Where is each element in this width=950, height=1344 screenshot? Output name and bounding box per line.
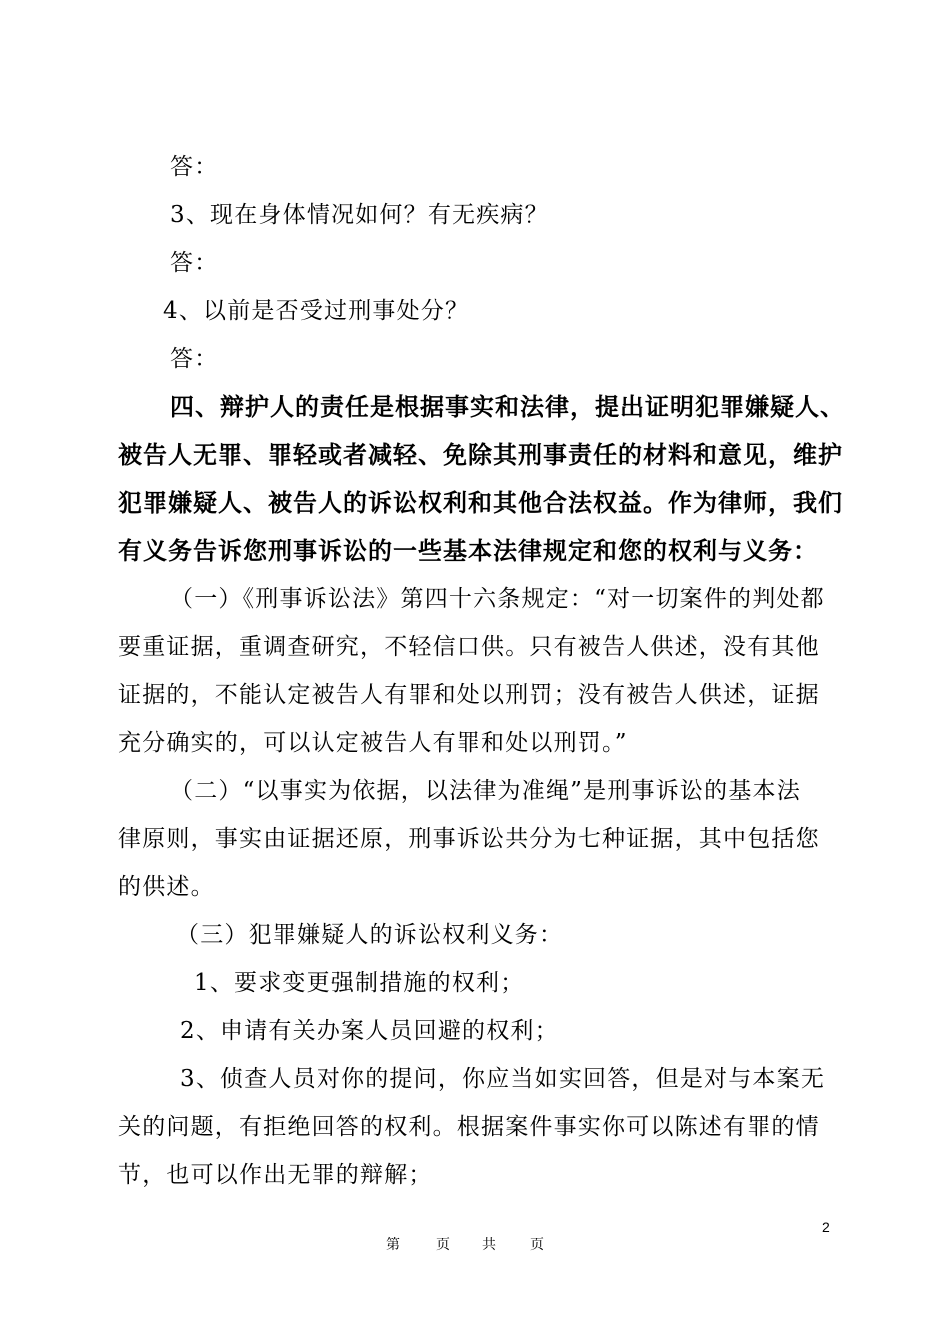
footer-di: 第 [386,1237,400,1253]
rights-item: 1、要求变更强制措施的权利； [194,970,525,996]
answer-line: 答： [170,154,219,180]
answer-line: 答： [170,346,219,372]
footer-ye: 页 [436,1237,450,1253]
answer-line: 答： [170,250,219,276]
section-four-line: 被告人无罪、罪轻或者减轻、免除其刑事责任的材料和意见，维护 [118,441,843,469]
paragraph-one-line: 要重证据，重调查研究，不轻信口供。只有被告人供述，没有其他 [118,634,820,660]
question-line: 4、以前是否受过刑事处分？ [163,298,470,324]
rights-item-continuation: 节，也可以作出无罪的辩解； [118,1162,433,1188]
page-number: 2 [822,1219,830,1235]
paragraph-two-line: 的供述。 [118,874,215,900]
paragraph-two-line: （二）“以事实为依据，以法律为准绳”是刑事诉讼的基本法 [170,778,801,804]
paragraph-one-line: 证据的，不能认定被告人有罪和处以刑罚；没有被告人供述，证据 [118,682,820,708]
rights-item: 3、侦查人员对你的提问，你应当如实回答，但是对与本案无 [180,1066,826,1092]
rights-item-continuation: 关的问题，有拒绝回答的权利。根据案件事实你可以陈述有罪的情 [118,1114,820,1140]
question-line: 3、现在身体情况如何？有无疾病？ [170,202,549,228]
footer-gong: 共 [482,1237,496,1253]
section-four-line: 有义务告诉您刑事诉讼的一些基本法律规定和您的权利与义务： [118,537,818,565]
rights-item: 2、申请有关办案人员回避的权利； [180,1018,559,1044]
paragraph-two-line: 律原则，事实由证据还原，刑事诉讼共分为七种证据，其中包括您 [118,826,820,852]
section-four-line: 四、辩护人的责任是根据事实和法律，提出证明犯罪嫌疑人、 [170,393,845,421]
footer-ye: 页 [530,1237,544,1253]
section-four-line: 犯罪嫌疑人、被告人的诉讼权利和其他合法权益。作为律师，我们 [118,489,843,517]
paragraph-one-line: 充分确实的，可以认定被告人有罪和处以刑罚。” [118,730,628,756]
paragraph-one-line: （一）《刑事诉讼法》第四十六条规定：“对一切案件的判处都 [170,586,825,612]
paragraph-three-heading: （三）犯罪嫌疑人的诉讼权利义务： [176,922,564,948]
